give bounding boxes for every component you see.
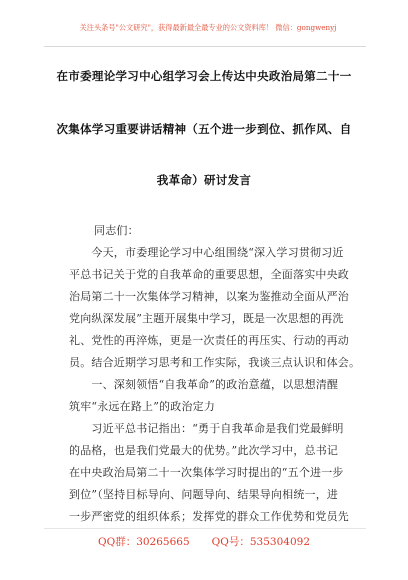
body-line: 平总书记关于党的自我革命的重要思想，全面落实中央政 [69, 268, 349, 281]
footer-contact [0, 534, 408, 549]
body-line: 礼、党性的再淬炼，更是一次责任的再压实、行动的再动 [69, 334, 349, 347]
document-title-line-1: 在市委理论学习中心组学习会上传达中央政治局第二十一 [56, 69, 352, 83]
body-line: 筑牢“永远在路上”的政治定力 [69, 400, 216, 413]
body-line: 到位”（坚持目标导向、问题导向、结果导向相统一，进 [69, 488, 339, 501]
footer-qq-number: QQ号：535304092 [211, 536, 310, 548]
body-line: 员。结合近期学习思考和工作实际，我谈三点认识和体会。 [69, 356, 361, 369]
header-divider [44, 46, 366, 47]
header-banner: 关注头条号"公文研究"，获得最新最全最专业的公文资料库！ 微信：gongwenyj [79, 23, 337, 32]
body-line: 党向纵深发展”主题开展集中学习，既是一次思想的再洗 [69, 312, 344, 325]
body-line: 在中央政治局第二十一次集体学习时提出的“五个进一步 [69, 466, 344, 479]
document-title-line-2: 次集体学习重要讲话精神（五个进一步到位、抓作风、自 [56, 122, 352, 136]
body-line: 习近平总书记指出：“勇于自我革命是我们党最鲜明 [69, 422, 344, 435]
body-line: 今天，市委理论学习中心组围绕“深入学习贯彻习近 [69, 246, 344, 259]
body-line: 的品格，也是我们党最大的优势。”此次学习中，总书记 [69, 444, 339, 457]
body-line: 一步严密党的组织体系；发挥党的群众工作优势和党员先 [69, 510, 349, 523]
body-line: 一、深刻领悟“自我革命”的政治意蕴，以思想清醒 [69, 378, 339, 391]
body-line: 治局第二十一次集体学习精神，以案为鉴推动全面从严治 [69, 290, 349, 303]
body-line: 同志们： [94, 224, 139, 237]
footer-qq-group: QQ群：30265665 [97, 536, 190, 548]
document-title-line-3: 我革命）研讨发言 [156, 173, 252, 187]
footer-divider [44, 528, 366, 529]
